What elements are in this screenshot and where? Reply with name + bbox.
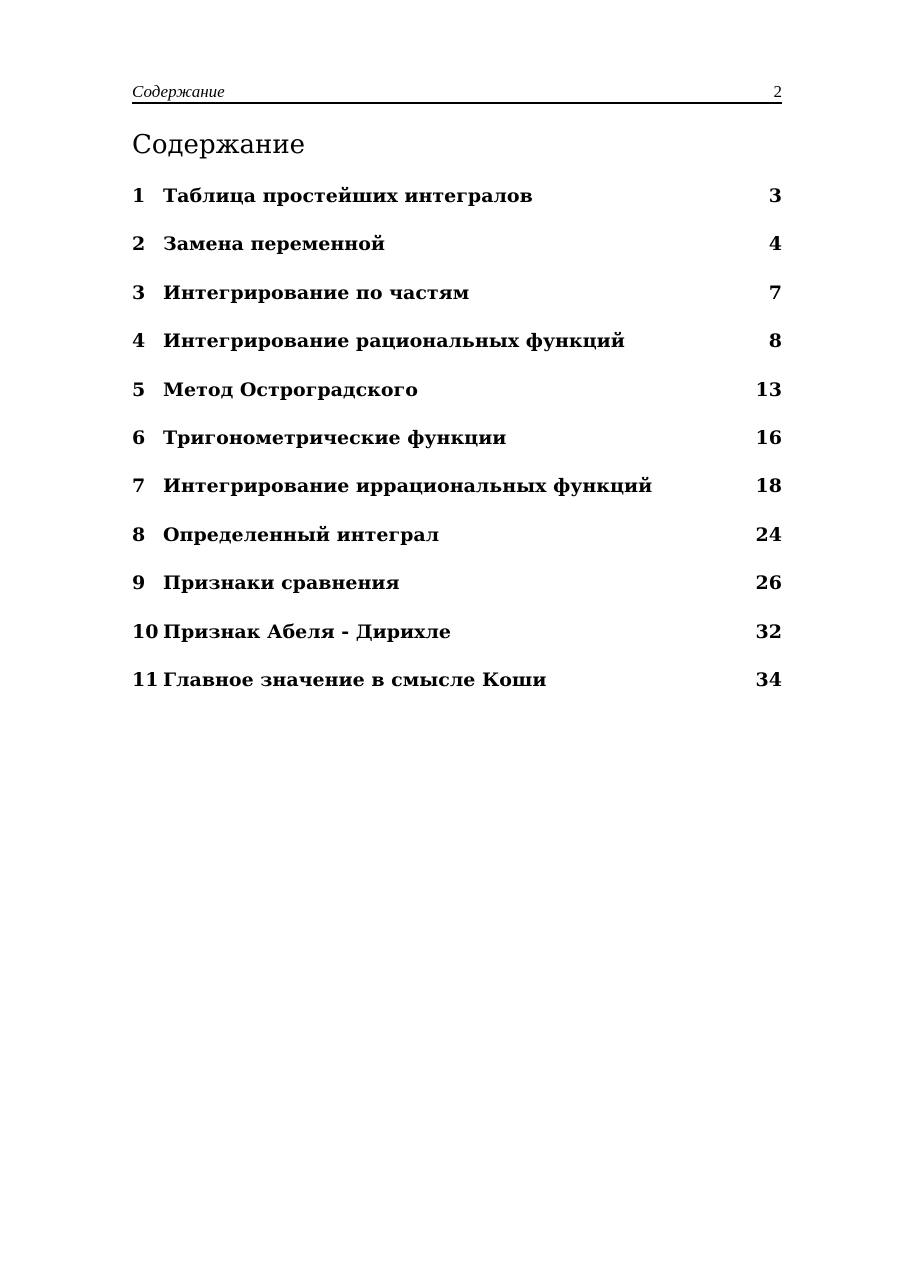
- toc-entry-number: 2: [132, 233, 146, 256]
- toc-entry-title: Признаки сравнения: [163, 572, 400, 595]
- toc-entry-page: 32: [755, 620, 782, 643]
- toc-entry[interactable]: [132, 567, 782, 615]
- toc-entry-number: 3: [132, 281, 146, 304]
- toc-entry-title: Тригонометрические функции: [163, 426, 507, 449]
- toc-entry[interactable]: [132, 277, 782, 325]
- toc-entry-number: 9: [132, 572, 146, 595]
- toc-entry[interactable]: [132, 422, 782, 470]
- toc-entry-page: 26: [755, 572, 782, 595]
- toc-list: [132, 180, 782, 712]
- toc-entry-number: 1: [132, 185, 146, 207]
- toc-entry-page: 13: [755, 378, 782, 401]
- toc-entry-page: 3: [768, 185, 782, 207]
- toc-entry-page: 24: [755, 523, 782, 546]
- toc-entry-title: Главное значение в смысле Коши: [163, 668, 547, 691]
- toc-entry-number: 6: [132, 426, 146, 449]
- toc-entry-title: Замена переменной: [163, 233, 385, 256]
- toc-entry[interactable]: [132, 374, 782, 422]
- running-header: [132, 82, 782, 102]
- toc-entry[interactable]: [132, 664, 782, 712]
- running-header-page-number: 2: [773, 82, 782, 101]
- toc-entry-number: 11: [132, 668, 159, 691]
- toc-entry-page: 4: [768, 233, 782, 256]
- toc-entry[interactable]: [132, 470, 782, 518]
- running-header-title: Содержание: [132, 82, 225, 101]
- toc-entry[interactable]: [132, 519, 782, 567]
- toc-entry-number: 7: [132, 475, 146, 498]
- toc-entry-page: 7: [768, 281, 782, 304]
- toc-entry-title: Интегрирование по частям: [163, 281, 470, 304]
- toc-entry-number: 5: [132, 378, 146, 401]
- toc-entry-title: Определенный интеграл: [163, 523, 440, 546]
- toc-entry[interactable]: [132, 180, 782, 228]
- toc-entry-title: Интегрирование рациональных функций: [163, 330, 625, 353]
- toc-entry-title: Метод Остроградского: [163, 378, 418, 401]
- toc-entry-page: 18: [755, 475, 782, 498]
- toc-entry[interactable]: [132, 616, 782, 664]
- toc-entry-title: Интегрирование иррациональных функций: [163, 475, 653, 498]
- header-rule: [132, 102, 782, 104]
- toc-heading: Содержание: [132, 130, 306, 160]
- toc-entry-number: 4: [132, 330, 146, 353]
- toc-entry-title: Таблица простейших интегралов: [163, 185, 533, 207]
- toc-entry-page: 34: [755, 668, 782, 691]
- toc-entry-number: 10: [132, 620, 159, 643]
- toc-entry-page: 8: [768, 330, 782, 353]
- toc-entry-number: 8: [132, 523, 146, 546]
- toc-entry-page: 16: [755, 426, 782, 449]
- toc-entry[interactable]: [132, 325, 782, 373]
- toc-entry-title: Признак Абеля - Дирихле: [163, 620, 451, 643]
- toc-entry[interactable]: [132, 228, 782, 276]
